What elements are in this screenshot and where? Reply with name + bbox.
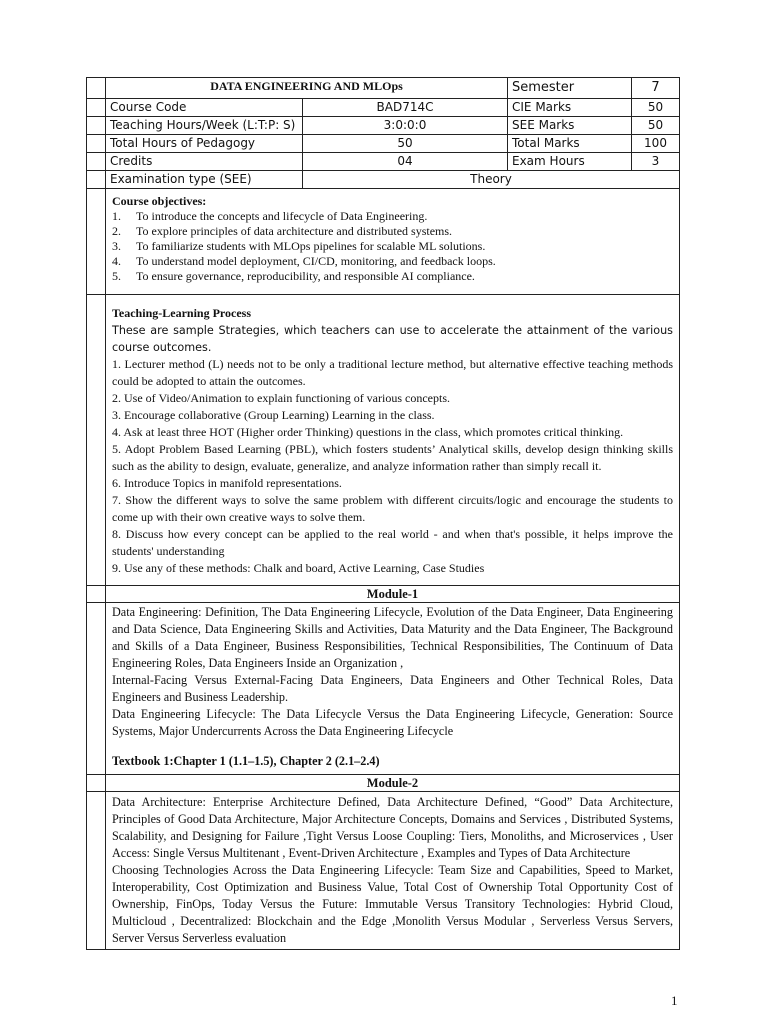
page-number: 1: [671, 993, 678, 1008]
row-value: 3:0:0:0: [303, 117, 508, 135]
row-right-label: Exam Hours: [508, 153, 632, 171]
tlp-intro: These are sample Strategies, which teachers can use to accelerate the attainment of the various course outcomes.: [112, 324, 673, 354]
tlp-row: [87, 295, 680, 586]
module2-paragraph: Data Architecture: Enterprise Architecture Defined, Data Architecture Defined, “Good” Data Architecture, Principles of Good Data Architecture, Major Architecture Concepts, Domains and Services , Distributed Systems, Scalability, and Designing for Failure ,Tight Versus Loose Coupling: Tiers, Monoliths, and Microservices , User Access: Single Versus Multitenant , Event-Driven Architecture , Examples and Types of Data Architecture: [112, 795, 673, 860]
header-row: [87, 135, 680, 153]
module1-paragraph: Internal-Facing Versus External-Facing Data Engineers, Data Engineers and Other Technical Roles, Data Engineers and Business Leadership.: [112, 673, 673, 704]
module1-body-row: [87, 603, 680, 775]
row-right-value: 50: [632, 99, 680, 117]
row-right-value: 50: [632, 117, 680, 135]
header-row: [87, 99, 680, 117]
row-value: BAD714C: [303, 99, 508, 117]
objectives-row: [87, 189, 680, 295]
course-objectives: [106, 189, 680, 295]
row-label: Course Code: [106, 99, 303, 117]
module2-body-row: [87, 792, 680, 950]
list-item: 4. Ask at least three HOT (Higher order Thinking) questions in the class, which promotes critical thinking.: [112, 425, 624, 439]
row-right-value: 100: [632, 135, 680, 153]
list-item: 2. To explore principles of data architecture and distributed systems.: [112, 224, 453, 238]
exam-type-label: Examination type (SEE): [106, 171, 303, 189]
gutter-cell: [87, 78, 106, 99]
row-label: Credits: [106, 153, 303, 171]
title-row: [87, 78, 680, 99]
list-item: 3. To familiarize students with MLOps pipelines for scalable ML solutions.: [112, 239, 486, 253]
semester-value: 7: [632, 78, 680, 99]
list-item: 5. Adopt Problem Based Learning (PBL), which fosters students’ Analytical skills, develop design thinking skills such as the ability to design, evaluate, generalize, and analyze information rather than simply recall it.: [112, 442, 673, 473]
module1-heading: Module-1: [106, 586, 680, 603]
row-value: 50: [303, 135, 508, 153]
module1-paragraph: Data Engineering Lifecycle: The Data Lifecycle Versus the Data Engineering Lifecycle, Generation: Source Systems, Major Undercurrents Across the Data Engineering Lifecycle: [112, 707, 673, 738]
module2-heading-row: [87, 775, 680, 792]
row-right-value: 3: [632, 153, 680, 171]
row-value: 04: [303, 153, 508, 171]
list-item: 9. Use any of these methods: Chalk and board, Active Learning, Case Studies: [112, 561, 485, 575]
row-right-label: CIE Marks: [508, 99, 632, 117]
list-item: 3. Encourage collaborative (Group Learning) Learning in the class.: [112, 408, 435, 422]
list-item: 4. To understand model deployment, CI/CD, monitoring, and feedback loops.: [112, 254, 496, 268]
tlp-heading: Teaching-Learning Process: [112, 306, 252, 320]
list-item: 1. To introduce the concepts and lifecycle of Data Engineering.: [112, 209, 428, 223]
list-item: 7. Show the different ways to solve the same problem with different circuits/logic and encourage the students to come up with their own creative ways to solve them.: [112, 493, 673, 524]
row-label: Teaching Hours/Week (L:T:P: S): [106, 117, 303, 135]
objectives-heading: Course objectives:: [112, 194, 207, 208]
list-item: 6. Introduce Topics in manifold representations.: [112, 476, 342, 490]
course-title: DATA ENGINEERING AND MLOps: [106, 78, 508, 99]
row-right-label: Total Marks: [508, 135, 632, 153]
module1-heading-row: [87, 586, 680, 603]
semester-label: Semester: [508, 78, 632, 99]
header-row: [87, 153, 680, 171]
exam-type-value: Theory: [303, 171, 680, 189]
list-item: 2. Use of Video/Animation to explain functioning of various concepts.: [112, 391, 450, 405]
module2-content: [106, 792, 680, 950]
teaching-learning-process: [106, 295, 680, 586]
row-label: Total Hours of Pedagogy: [106, 135, 303, 153]
syllabus-table: [86, 77, 680, 950]
header-row: [87, 117, 680, 135]
objectives-list: [112, 209, 673, 284]
row-right-label: SEE Marks: [508, 117, 632, 135]
list-item: 8. Discuss how every concept can be applied to the real world - and when that's possible, it helps improve the students' understanding: [112, 527, 673, 558]
module1-textbook: Textbook 1:Chapter 1 (1.1–1.5), Chapter 2 (2.1–2.4): [112, 754, 380, 768]
exam-type-row: [87, 171, 680, 189]
module1-paragraph: Data Engineering: Definition, The Data Engineering Lifecycle, Evolution of the Data Engineer, Data Engineering and Data Science, Data Engineering Skills and Activities, Data Maturity and the Data Engineer, The Background and Skills of a Data Engineer, Business Responsibilities, Technical Responsibilities, The Continuum of Data Engineering Roles, Data Engineers Inside an Organization ,: [112, 605, 673, 670]
list-item: 1. Lecturer method (L) needs not to be only a traditional lecture method, but alternative effective teaching methods could be adopted to attain the outcomes.: [112, 357, 673, 388]
list-item: 5. To ensure governance, reproducibility, and responsible AI compliance.: [112, 269, 475, 283]
module1-content: [106, 603, 680, 775]
module2-heading: Module-2: [106, 775, 680, 792]
module2-paragraph: Choosing Technologies Across the Data Engineering Lifecycle: Team Size and Capabilities, Speed to Market, Interoperability, Cost Optimization and Business Value, Total Cost of Ownership Total Opportunity Cost of Ownership, FinOps, Today Versus the Future: Immutable Versus Transitory Technologies: Hybrid Cloud, Multicloud , Decentralized: Blockchain and the Edge ,Monolith Versus Modular , Serverless Versus Servers, Server Versus Serverless evaluation: [112, 863, 673, 945]
